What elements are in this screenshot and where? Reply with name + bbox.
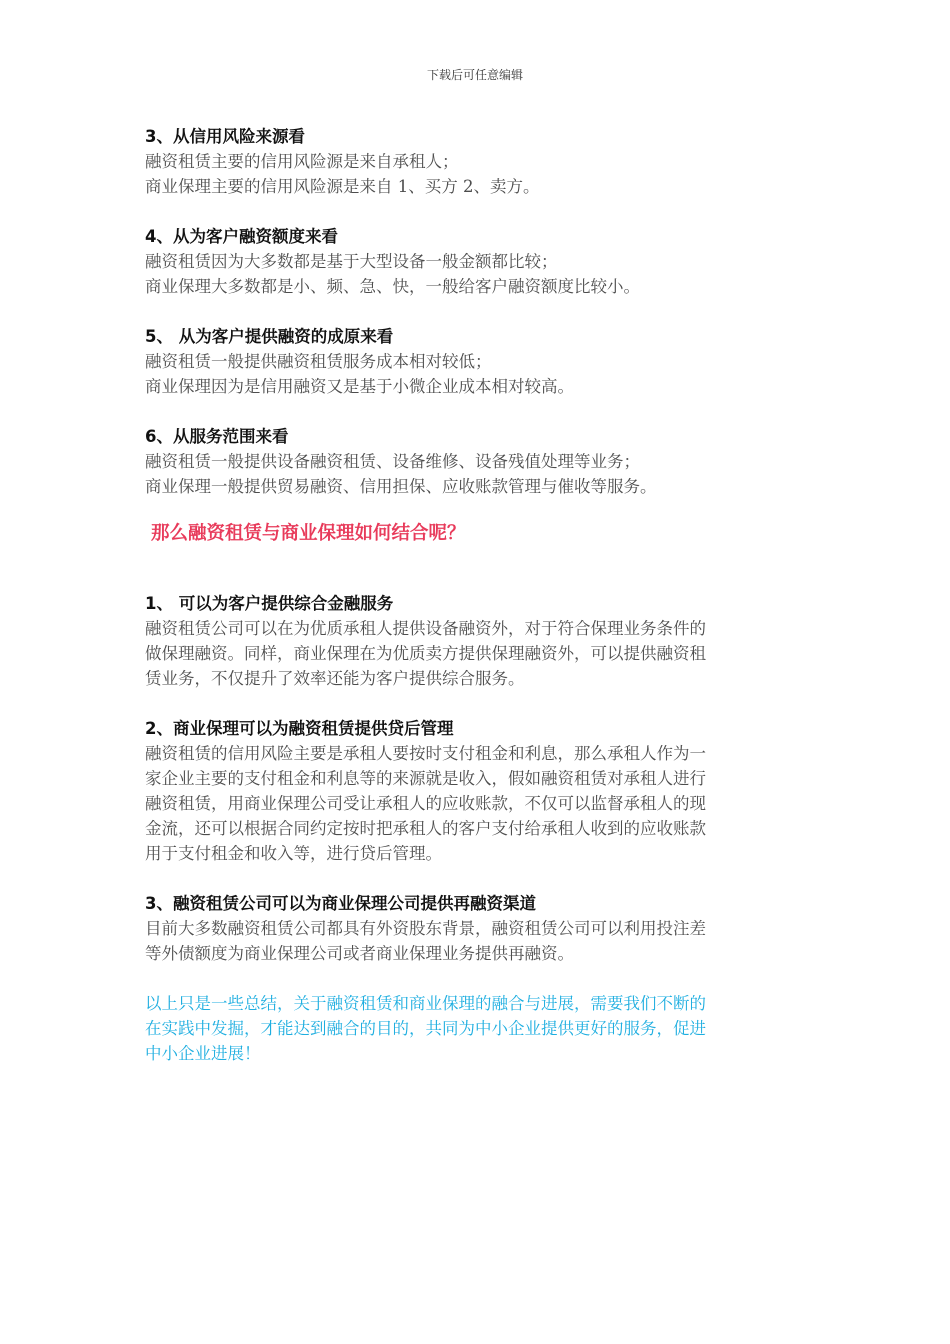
section-heading: 3、从信用风险来源看 bbox=[145, 127, 305, 146]
paragraph-line: 商业保理大多数都是小、频、急、快，一般给客户融资额度比较小。 bbox=[145, 277, 640, 296]
comparison-section bbox=[145, 124, 805, 499]
section-heading: 2、商业保理可以为融资租赁提供贷后管理 bbox=[145, 719, 454, 738]
paragraph-line: 赁业务，不仅提升了效率还能为客户提供综合服务。 bbox=[145, 669, 525, 688]
paragraph-line: 用于支付租金和收入等，进行贷后管理。 bbox=[145, 844, 442, 863]
paragraph-line: 等外债额度为商业保理公司或者商业保理业务提供再融资。 bbox=[145, 944, 574, 963]
combination-section bbox=[145, 591, 805, 991]
page-header: 下载后可任意编辑 bbox=[426, 68, 523, 82]
paragraph-line: 融资租赁一般提供设备融资租赁、设备维修、设备残值处理等业务； bbox=[145, 452, 640, 471]
paragraph-line: 目前大多数融资租赁公司都具有外资股东背景，融资租赁公司可以利用投注差 bbox=[145, 919, 706, 938]
summary-paragraph bbox=[145, 991, 805, 1066]
summary-line: 以上只是一些总结，关于融资租赁和商业保理的融合与进展，需要我们不断的 bbox=[145, 994, 706, 1013]
paragraph-line: 商业保理主要的信用风险源是来自 1、买方 2、卖方。 bbox=[145, 177, 540, 196]
section-heading: 3、融资租赁公司可以为商业保理公司提供再融资渠道 bbox=[145, 894, 536, 913]
paragraph-line: 家企业主要的支付租金和利息等的来源就是收入，假如融资租赁对承租人进行 bbox=[145, 769, 706, 788]
section-heading: 6、从服务范围来看 bbox=[145, 427, 289, 446]
paragraph-line: 商业保理一般提供贸易融资、信用担保、应收账款管理与催收等服务。 bbox=[145, 477, 657, 496]
paragraph-line: 融资租赁因为大多数都是基于大型设备一般金额都比较； bbox=[145, 252, 558, 271]
paragraph-line: 做保理融资。同样，商业保理在为优质卖方提供保理融资外，可以提供融资租 bbox=[145, 644, 706, 663]
paragraph-line: 商业保理因为是信用融资又是基于小微企业成本相对较高。 bbox=[145, 377, 574, 396]
paragraph-line: 金流，还可以根据合同约定按时把承租人的客户支付给承租人收到的应收账款 bbox=[145, 819, 706, 838]
paragraph-line: 融资租赁，用商业保理公司受让承租人的应收账款，不仅可以监督承租人的现 bbox=[145, 794, 706, 813]
paragraph-line: 融资租赁主要的信用风险源是来自承租人； bbox=[145, 152, 459, 171]
paragraph-line: 融资租赁公司可以在为优质承租人提供设备融资外，对于符合保理业务条件的 bbox=[145, 619, 706, 638]
section-heading: 4、从为客户融资额度来看 bbox=[145, 227, 338, 246]
summary-line: 在实践中发掘，才能达到融合的目的，共同为中小企业提供更好的服务，促进 bbox=[145, 1019, 706, 1038]
question-title: 那么融资租赁与商业保理如何结合呢？ bbox=[151, 523, 466, 544]
paragraph-line: 融资租赁一般提供融资租赁服务成本相对较低； bbox=[145, 352, 492, 371]
summary-line: 中小企业进展！ bbox=[145, 1044, 261, 1063]
section-heading: 1、 可以为客户提供综合金融服务 bbox=[145, 594, 394, 613]
document-body bbox=[145, 124, 805, 1066]
paragraph-line: 融资租赁的信用风险主要是承租人要按时支付租金和利息，那么承租人作为一 bbox=[145, 744, 706, 763]
section-heading: 5、 从为客户提供融资的成原来看 bbox=[145, 327, 394, 346]
